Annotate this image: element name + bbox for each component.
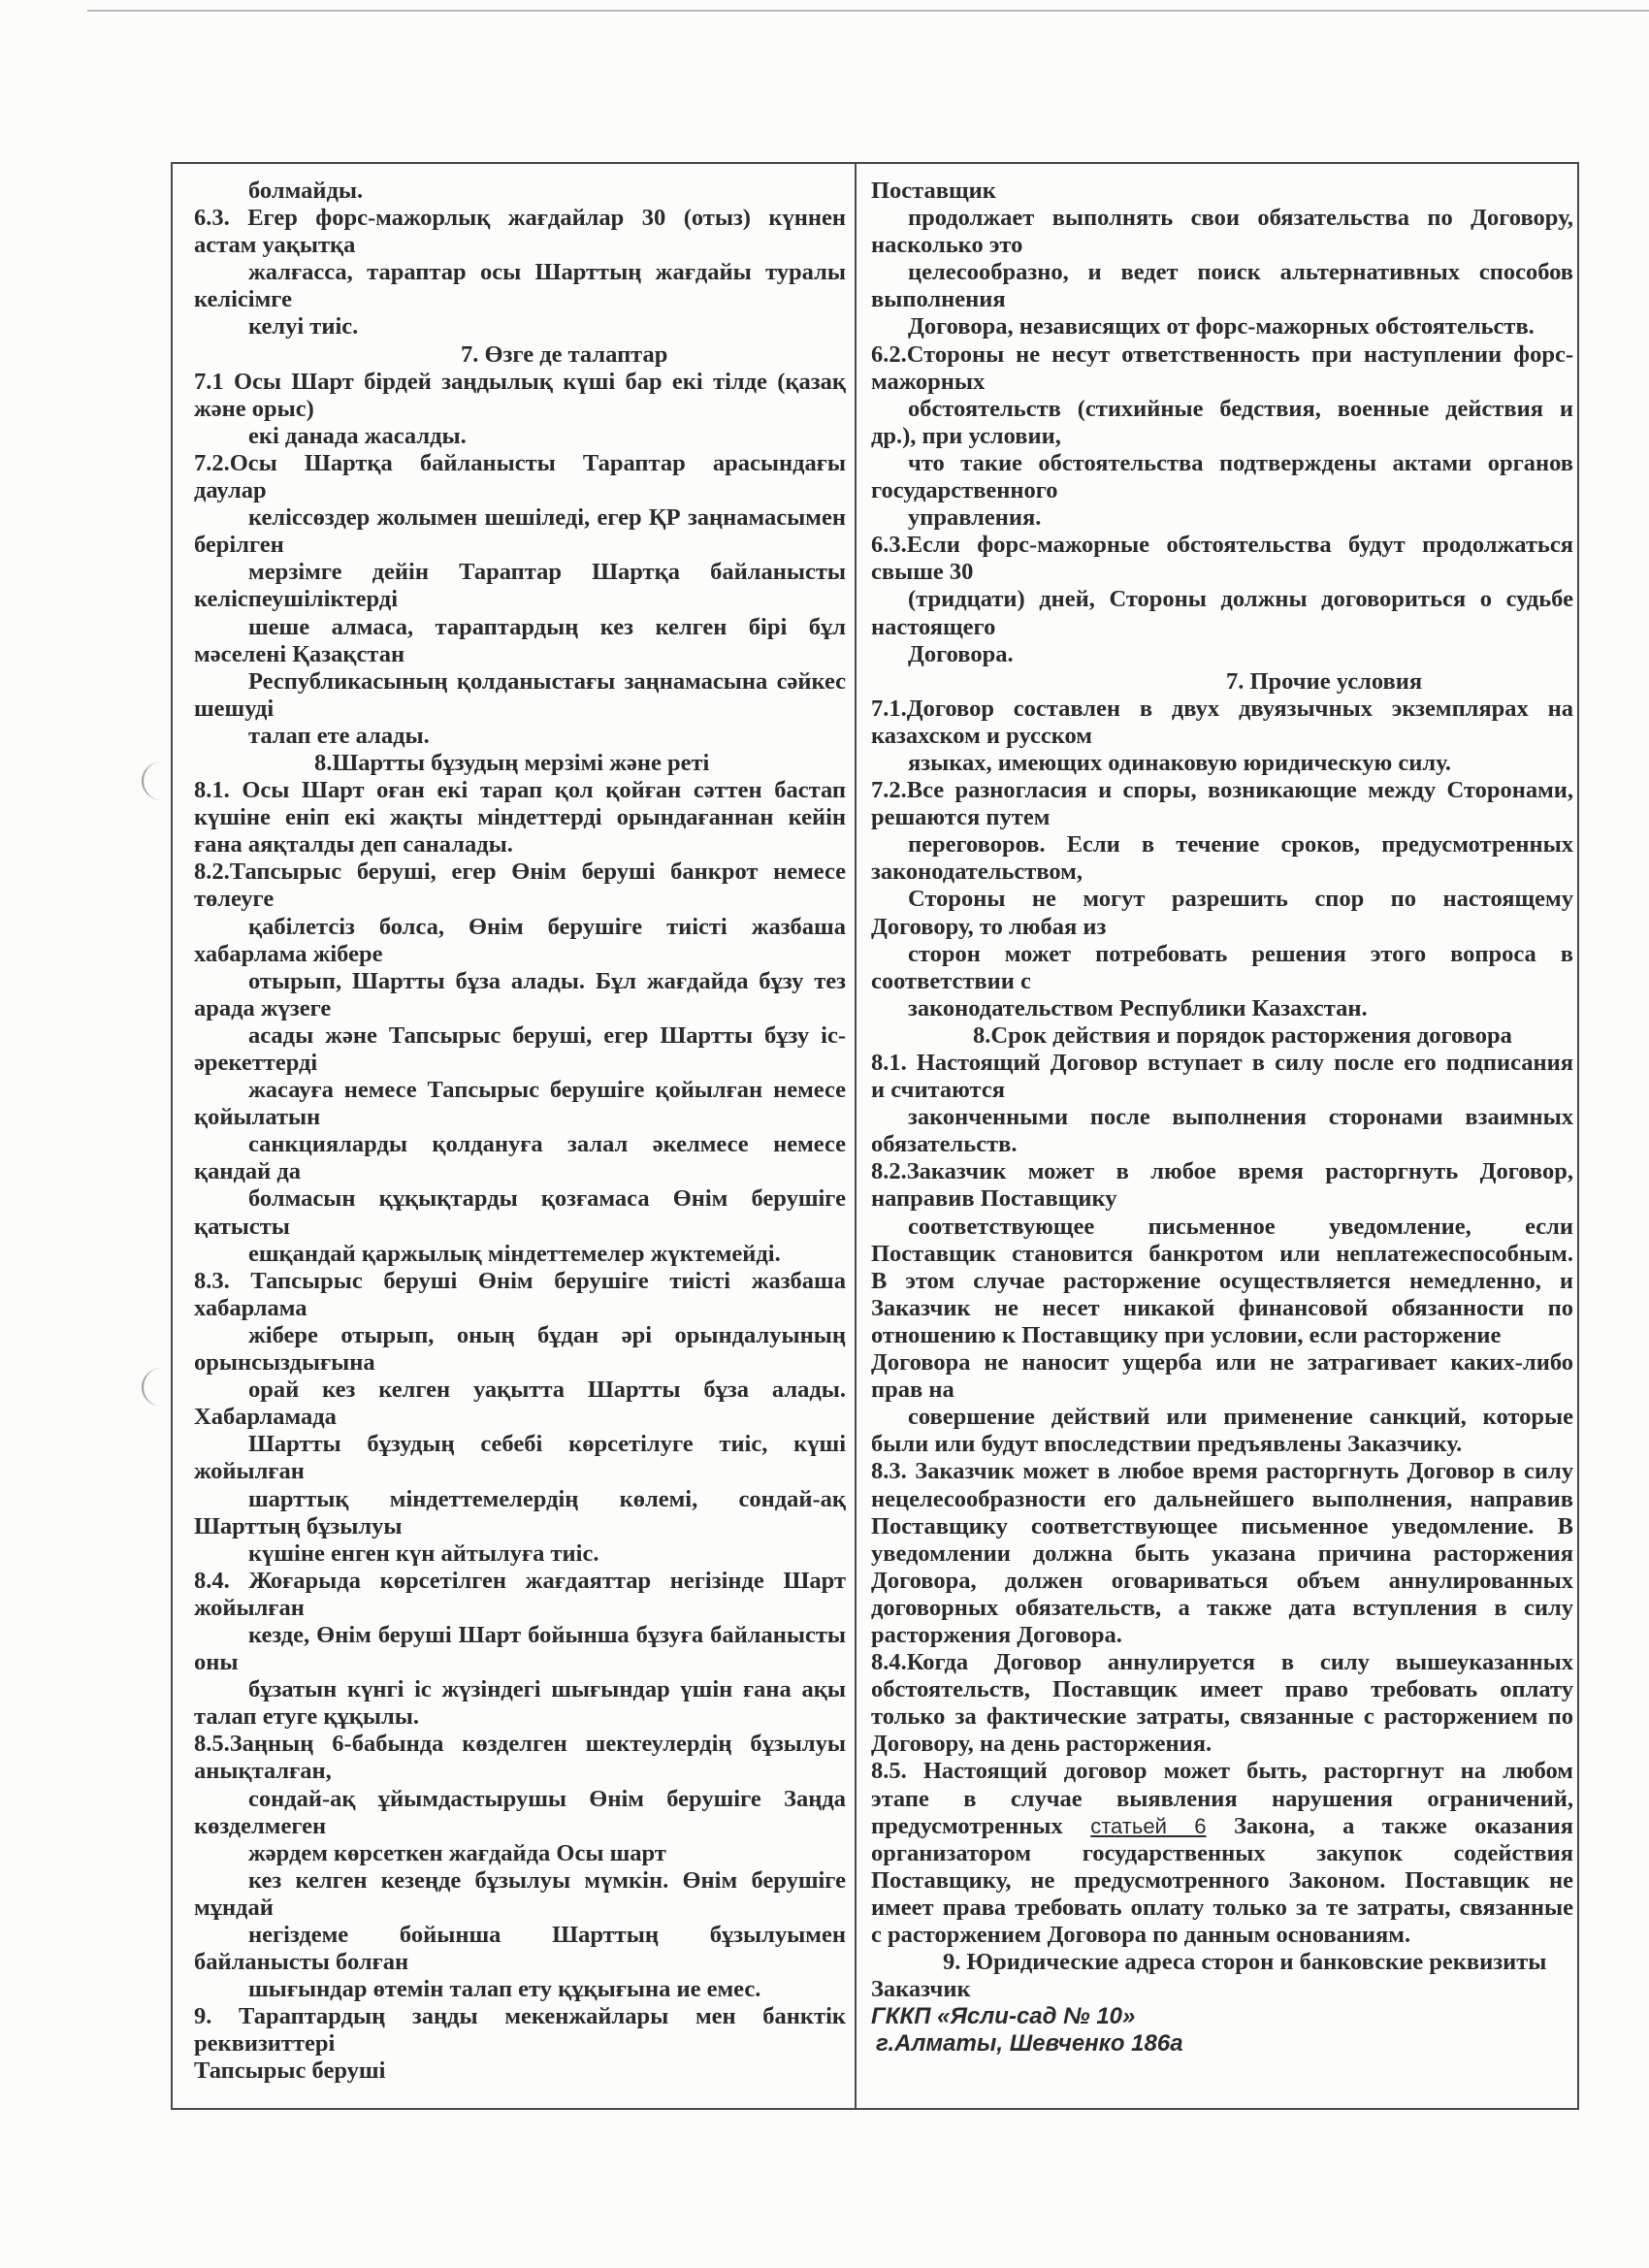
text-line: қатысты [194,1213,290,1240]
text-line: шарттық міндеттемелердің көлемі, сондай-ақ [248,1485,846,1512]
text-line: соответствующее письменное уведомление, если [908,1213,1573,1240]
scan-top-edge [87,10,1649,12]
text-line: расторжения Договора. [871,1621,1122,1648]
customer-details: г.Алматы, Шевченко 186а [876,2030,1183,2057]
text-line: 6.3. Егер форс-мажорлық жағдайлар 30 (отыз) күннен [194,205,846,232]
text-line: анықталған, [194,1758,332,1785]
text-line: хабарлама жібере [194,940,383,967]
section-heading: 9. Юридические адреса сторон и банковские реквизиты [943,1949,1547,1976]
text-line: Шарттың бұзылуы [194,1512,403,1539]
text-line: реквизиттері [194,2030,336,2057]
text-line: күшіне еніп екі жақты міндеттерді орындағаннан кейін [194,804,846,831]
text-line: уведомлении должна быть указана причина расторжения [871,1539,1573,1567]
text-line: екі данада жасалды. [248,422,467,449]
section-heading: 7. Өзге де талаптар [461,340,668,368]
russian-text-column [871,178,1573,2057]
column-divider [855,164,857,2108]
text-line: және орыс) [194,395,314,422]
text-line: Поставщик [871,178,996,204]
text-line: государственного [871,477,1058,504]
law-text-after: Закона, а также оказания [1233,1812,1573,1839]
text-line: др.), при условии, [871,422,1061,449]
text-line: болмасын құқықтарды қозғамаса Өнім берушіге [248,1185,846,1213]
text-line: жойылған [194,1594,305,1621]
text-line: направив Поставщику [871,1185,1117,1213]
text-line: имеет права требовать оплату только за те затраты, связанные [871,1894,1573,1921]
text-line: оны [194,1649,239,1676]
text-line: 9. Тараптардың заңды мекенжайлары мен банктік [194,2003,846,2030]
text-line: шығындар өтемін талап ету құқығына ие емес. [248,1976,761,2003]
text-line: 8.1. Настоящий Договор вступает в силу после его подписания [871,1050,1573,1076]
text-line: обстоятельств (стихийные бедствия, военные действия и [908,395,1573,422]
text-line: 8.4.Когда Договор аннулируется в силу вышеуказанных [871,1649,1573,1676]
text-line: этапе в случае выявления нарушения ограничений, [871,1785,1573,1812]
text-line: жойылған [194,1458,305,1485]
text-line: Договору, то любая из [871,913,1107,940]
text-line: 7.1 Осы Шарт бірдей заңдылық күші бар екі тілде (қазақ [194,368,846,395]
text-line: казахском и русском [871,722,1092,749]
text-line: төлеуге [194,886,275,913]
text-line: ғана аяқталды деп саналады. [194,831,513,859]
text-line: мәселені Қазақстан [194,640,405,667]
text-line: талап ете алады. [248,722,430,749]
text-line: Договора не наносит ущерба или не затрагивает каких-либо [871,1349,1573,1377]
text-line: әрекеттерді [194,1050,318,1076]
text-line: и считаются [871,1077,1006,1104]
text-line: санкцияларды қолдануға залал әкелмесе немесе [248,1131,846,1158]
text-line: бұзатын күнгі іс жүзіндегі шығындар үшін ғана ақы [248,1676,846,1703]
text-line: организатором государственных закупок содействия [871,1839,1573,1866]
text-line: 8.3. Тапсырыс беруші Өнім берушіге тиісті жазбаша [194,1267,846,1294]
text-line: келісімге [194,286,292,313]
text-line: күшіне енген күн айтылуға тиіс. [248,1539,599,1567]
text-line: берілген [194,532,284,559]
text-line: законодательством Республики Казахстан. [908,994,1368,1021]
section-heading: 8.Шартты бұзудың мерзімі және реті [314,749,710,776]
text-line: жібере отырып, оның бұдан әрі орындалуының [248,1321,846,1348]
text-line: (тридцати) дней, Стороны должны договориться о судьбе [908,586,1573,613]
text-line: управления. [908,504,1042,532]
text-line: с расторжением Договора по данным основаниям. [871,1922,1411,1948]
text-line: талап етуге құқылы. [194,1703,419,1731]
text-line: сторон может потребовать решения этого вопроса в [908,940,1573,967]
text-line: продолжает выполнять свои обязательства по Договору, [908,205,1573,232]
text-line: жалғасса, тараптар осы Шарттың жағдайы туралы [248,259,846,286]
text-line: Поставщику соответствующее письменное уведомление. В [871,1512,1573,1539]
text-line: договорных обязательств, а также дата вступления в силу [871,1594,1573,1621]
text-line: хабарлама [194,1294,307,1321]
text-line: переговоров. Если в течение сроков, предусмотренных [908,831,1573,859]
customer-details: ГККП «Ясли-сад № 10» [871,2003,1136,2030]
law-article-link[interactable]: статьей 6 [1090,1813,1207,1838]
text-line: Поставщику, не предусмотренного Законом. Поставщик не [871,1866,1573,1894]
text-line: сондай-ақ ұйымдастырушы Өнім берушіге Заңда [248,1785,846,1812]
text-line: көзделмеген [194,1812,327,1839]
text-line: кезде, Өнім беруші Шарт бойынша бұзуға байланысты [248,1621,846,1648]
text-line: 8.5. Настоящий договор может быть, расторгнут на любом [871,1758,1573,1785]
text-line: свыше 30 [871,559,974,586]
text-line: шешуді [194,695,275,722]
text-line: 6.2.Стороны не несут ответственность при наступлении форс- [871,340,1573,368]
text-line: Тапсырыс беруші [194,2057,386,2085]
text-line: 7.1.Договор составлен в двух двуязычных экземплярах на [871,695,1573,722]
text-line: 6.3.Если форс-мажорные обстоятельства будут продолжаться [871,532,1573,559]
text-line: прав на [871,1377,954,1404]
text-line: соответствии с [871,967,1031,994]
text-line: отношению к Поставщику при условии, если расторжение [871,1321,1502,1348]
kazakh-text-column [194,178,846,2086]
text-line: 8.1. Осы Шарт оған екі тарап қол қойған сәттен бастап [194,777,846,804]
text-line: Договора, независящих от форс-мажорных обстоятельств. [908,313,1535,340]
text-line: Поставщик становится банкротом или неплатежеспособным. [871,1240,1573,1267]
text-line: даулар [194,477,267,504]
text-line: законченными после выполнения сторонами взаимных [908,1104,1573,1131]
text-line: Стороны не могут разрешить спор по настоящему [908,886,1573,913]
section-heading: 7. Прочие условия [1226,667,1423,695]
text-line: языках, имеющих одинаковую юридическую силу. [908,749,1452,776]
text-line: жәрдем көрсеткен жағдайда Осы шарт [248,1839,666,1866]
text-line: обстоятельств, Поставщик имеет право требовать оплату [871,1676,1573,1703]
text-line: совершение действий или применение санкций, которые [908,1404,1573,1431]
law-text-before: предусмотренных [871,1812,1063,1839]
text-line: 8.3. Заказчик может в любое время расторгнуть Договор в силу [871,1458,1573,1485]
text-line: болмайды. [248,178,364,204]
text-line: қабілетсіз болса, Өнім берушіге тиісті жазбаша [248,913,846,940]
text-line: выполнения [871,286,1006,313]
text-line: были или будут впоследствии предъявлены Заказчику. [871,1431,1463,1458]
text-line: что такие обстоятельства подтверждены актами органов [908,449,1573,476]
text-line: астам уақытқа [194,232,356,259]
text-line: 7.2.Все разногласия и споры, возникающие между Сторонами, [871,777,1573,804]
text-line: орай кез келген уақытта Шартты бұза алады. [248,1377,846,1404]
text-line: Республикасының қолданыстағы заңнамасына сәйкес [248,667,846,695]
text-line: Хабарламада [194,1404,337,1431]
text-line: 7.2.Осы Шартқа байланысты Тараптар арасындағы [194,449,846,476]
text-line: только за фактические затраты, связанные с расторжением по [871,1703,1573,1731]
text-line: насколько это [871,232,1023,259]
text-line: Заказчик не несет никакой финансовой обязанности по [871,1294,1573,1321]
text-line [871,1813,1573,1840]
text-line: мажорных [871,368,986,395]
section-heading: 8.Срок действия и порядок расторжения договора [973,1021,1512,1049]
text-line: отырып, Шартты бұза алады. Бұл жағдайда бұзу тез [248,967,846,994]
text-line: келіссөздер жолымен шешіледі, егер ҚР заңнамасымен [248,504,846,532]
text-line: кез келген кезеңде бұзылуы мүмкін. Өнім берушіге [248,1866,846,1894]
text-line: настоящего [871,613,996,640]
text-line: келуі тиіс. [248,313,359,340]
text-line: шеше алмаса, тараптардың кез келген бірі бұл [248,613,846,640]
text-line: байланысты болған [194,1949,409,1976]
text-line: Договора. [908,640,1014,667]
text-line: целесообразно, и ведет поиск альтернативных способов [908,259,1573,286]
text-line: 8.4. Жоғарыда көрсетілген жағдаяттар негізінде Шарт [194,1567,846,1594]
text-line: қандай да [194,1158,302,1185]
bilingual-contract-table [171,162,1579,2110]
text-line: орынсыздығына [194,1349,375,1377]
text-line: ешқандай қаржылық міндеттемелер жүктемейді. [248,1240,781,1267]
text-line: 8.5.Заңның 6-бабында көзделген шектеулердің бұзылуы [194,1731,846,1758]
text-line: қойылатын [194,1104,321,1131]
text-line: асады және Тапсырыс беруші, егер Шартты бұзу іс- [248,1021,846,1049]
text-line: Договора, должен оговариваться объем аннулированных [871,1567,1573,1594]
text-line: решаются путем [871,804,1051,831]
text-line: мерзімге дейін Тараптар Шартқа байланысты [248,559,846,586]
text-line: Заказчик [871,1976,971,2003]
text-line: негіздеме бойынша Шарттың бұзылуымен [248,1922,846,1948]
text-line: законодательством, [871,859,1083,886]
text-line: 8.2.Тапсырыс беруші, егер Өнім беруші банкрот немесе [194,859,846,886]
text-line: жасауға немесе Тапсырыс берушіге қойылған немесе [248,1077,846,1104]
text-line: обязательств. [871,1131,1018,1158]
text-line: Шартты бұзудың себебі көрсетілуге тиіс, күші [248,1431,846,1458]
text-line: келіспеушіліктерді [194,586,399,613]
text-line: В этом случае расторжение осуществляется немедленно, и [871,1267,1573,1294]
text-line: мұндай [194,1894,274,1921]
text-line: нецелесообразности его дальнейшего выполнения, направив [871,1485,1573,1512]
text-line: 8.2.Заказчик может в любое время расторгнуть Договор, [871,1158,1573,1185]
text-line: арада жүзеге [194,994,332,1021]
text-line: Договору, на день расторжения. [871,1731,1212,1758]
